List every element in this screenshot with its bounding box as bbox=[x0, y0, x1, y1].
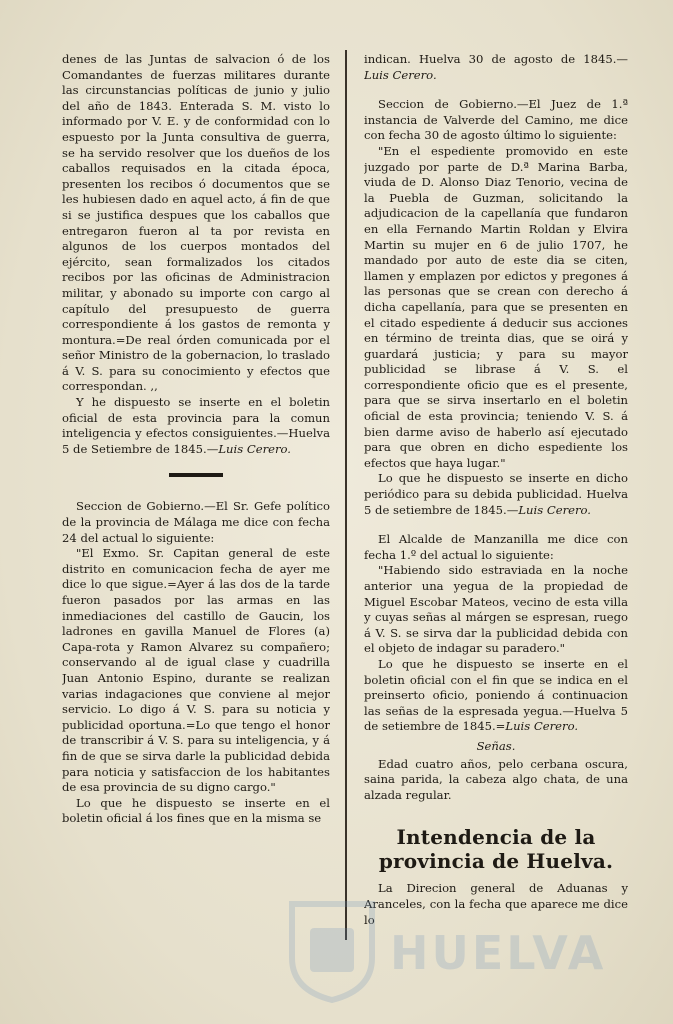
paragraph-malaga-intro: Seccion de Gobierno.—El Sr. Gefe político de la provincia de Málaga me dice con fecha 24 del actual lo siguiente: bbox=[62, 499, 330, 545]
signature: Luis Cerero. bbox=[218, 441, 291, 456]
signature: Luis Cerero. bbox=[364, 67, 437, 82]
paragraph-gaucin-execution: "El Exmo. Sr. Capitan general de este distrito en comunicacion fecha de ayer me dice lo que sigue.=Ayer á las dos de la tarde fueron pasados por las armas en las inmediaciones del castillo de Gaucin, los ladrones en gavilla Manuel de Flores (a) Capa-rota y Ramon Alvarez su compañero; conservando al de igual clase y cuadrilla Juan Antonio Espino, durante se realizan varias indagaciones que conviene al mejor servicio. Lo digo á V. S. para su noticia y publicidad oportuna.=Lo que tengo el honor de transcribir á V. S. para su inteligencia, y á fin de que se sirva darle la publicidad debida para noticia y satisfaccion de los habitantes de esa provincia de su digno cargo." bbox=[62, 546, 330, 795]
senas-heading: Señas. bbox=[476, 738, 516, 753]
paragraph-chaplaincy-edict: "En el espediente promovido en este juzgado por parte de D.ª Marina Barba, viuda de D. Alonso Diaz Tenorio, vecina de la Puebla de Guzman, solicitando la adjudicacion de la capellanía que fundaron en ella Fernando Martin Roldan y Elvira Martin su mujer en 6 de julio 1707, he mandado por auto de este dia se citen, llamen y emplazen por edictos y pregones á las personas que se crean con derecho á dicha capellanía, para que se presenten en el citado espediente á deducir sus acciones en término de treinta dias, que se oirá y guardará justicia; y para su mayor publicidad se librase á V. S. el correspondiente oficio que es el presente, para que se sirva insertarlo en el boletin oficial de esta provincia; teniendo V. S. á bien darme aviso de haberlo así ejecutado para que obren en dicho espediente los efectos que haya lugar." bbox=[364, 143, 628, 470]
paragraph-customs-direction: La Direcion general de Aduanas y Aranceles, con la fecha que aparece me dice lo bbox=[364, 881, 628, 927]
section-separator bbox=[169, 473, 223, 477]
senas-description: Edad cuatro años, pelo cerbana oscura, saina parida, la cabeza algo chata, de una alzada regular. bbox=[364, 756, 628, 802]
signature: Luis Cerero. bbox=[505, 719, 579, 734]
column-divider bbox=[345, 50, 347, 940]
paragraph-publication-order: Y he dispuesto se inserte en el boletin oficial de esta provincia para la comun inteligencia y efectos consiguientes.—Huelva 5 de Setiembre de 1845.—Luis Cerero. bbox=[62, 395, 330, 456]
paragraph-valverde-intro: Seccion de Gobierno.—El Juez de 1.ª instancia de Valverde del Camino, me dice con fecha 30 de agosto último lo siguiente: bbox=[364, 97, 628, 143]
watermark-text: HUELVA bbox=[390, 926, 607, 980]
right-column bbox=[364, 52, 628, 1024]
signature: Luis Cerero. bbox=[518, 502, 591, 517]
paragraph-horse-requisition: denes de las Juntas de salvacion ó de los Comandantes de fuerzas militares durante las circunstancias políticas de junio y julio del año de 1843. Enterada S. M. visto lo informado por V. E. y de conformidad con lo espuesto por la Junta consultiva de guerra, se ha servido resolver que los dueños de los caballos requisados en la citada época, presenten los recibos ó documentos que se les hubiesen dado en aquel acto, á fin de que si se justifica despues que los caballos que entregaron fueron al ta por revista en algunos de los cuerpos montados del ejército, sean formalizados los citados recibos por las oficinas de Administracion militar, y abonado su importe con cargo al capítulo del presupuesto de guerra correspondiente á los gastos de remonta y montura.=De real órden comunicada por el señor Ministro de la gobernacion, lo traslado á V. S. para su conocimiento y efectos que correspondan. ,, bbox=[62, 52, 330, 394]
paragraph-manzanilla-intro: El Alcalde de Manzanilla me dice con fecha 1.º del actual lo siguiente: bbox=[364, 532, 628, 562]
left-column bbox=[62, 52, 330, 1024]
paragraph-inserted-notice: Lo que he dispuesto se inserte en el boletin oficial á los fines que en la misma se bbox=[62, 795, 330, 826]
paragraph-publication-notice: Lo que he dispuesto se inserte en dicho periódico para su debida publicidad. Huelva 5 de setiembre de 1845.—Luis Cerero. bbox=[364, 471, 628, 517]
paragraph-mare-notice: Lo que he dispuesto se inserte en el boletin oficial con el fin que se indica en el preinserto oficio, poniendo á continuacion las señas de la espresada yegua.—Huelva 5 de setiembre de 1845.=Luis Cerero. bbox=[364, 656, 628, 734]
paragraph-continuation: indican. Huelva 30 de agosto de 1845.— Luis Cerero. bbox=[364, 52, 628, 82]
paragraph-lost-mare: "Habiendo sido estraviada en la noche anterior una yegua de la propiedad de Miguel Escobar Mateos, vecino de esta villa y cuyas señas al márgen se espresan, ruego á V. S. se sirva dar la publicidad debida con el objeto de indagar su paradero." bbox=[364, 563, 628, 656]
intendencia-headline: Intendencia de la provincia de Huelva. bbox=[378, 825, 614, 874]
